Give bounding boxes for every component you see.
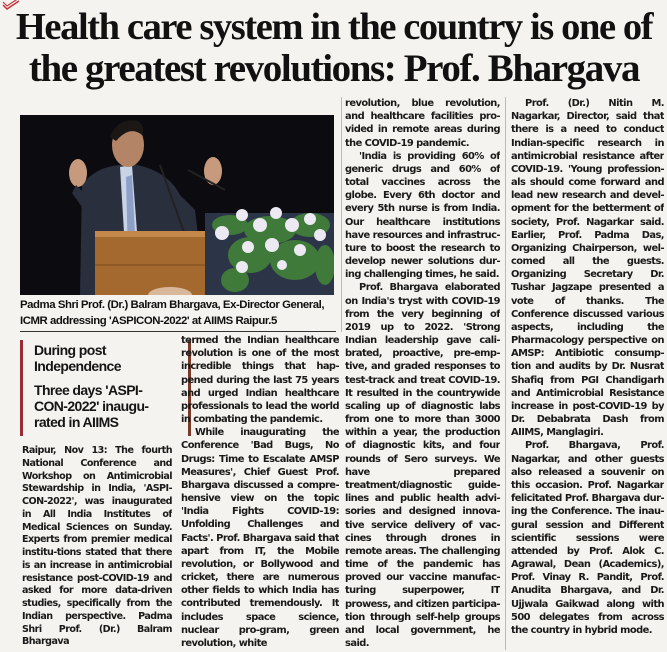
paragraph: Raipur, Nov 13: The fourth National Conference and Workshop on Antimicrobial Stewardship in India, 'ASPI-CON-2022', was inaugurated in All India Institutes of Medical Sciences on Sunday. Experts from premier medical institu-tions stated that there is an increase in antimicrobial resistance post-COVID-19 and asked for more data-driven studies, specifically from the Indian perspective. Padma Shri Prof. (Dr.) Balram Bhargava	[22, 445, 172, 648]
article-column-4	[511, 97, 664, 650]
column-divider	[505, 97, 506, 650]
speaker-photo-illustration	[20, 115, 334, 295]
caption-line-2: ICMR addressing 'ASPICON-2022' at AIIMS Raipur.5	[20, 315, 277, 327]
column-divider	[341, 97, 342, 332]
sidebar-kicker: During post Independence	[34, 342, 121, 374]
podium	[95, 231, 205, 295]
headline	[14, 6, 654, 90]
headline-line-1: Health care system in the country is one of	[15, 6, 653, 48]
headline-line-2: the greatest revolutions: Prof. Bhargava	[28, 47, 640, 90]
paragraph: termed the Indian healthcare revolution is one of the most incredible things that hap-pened during the last 75 years and urged Indian healthcare professionals to lead the world in combating the pandemic.	[181, 335, 339, 426]
sidebar-title: Three days 'ASPI-CON-2022' inaugu-rated in AIIMS	[34, 382, 149, 430]
paragraph: Prof. Bhargava elaborated on India's tryst with COVID-19 from the very beginning of 2019 up to 2022. 'Strong Indian leadership gave cali-brated, proactive, pre-emp-tive, and graded responses to test-track and treat COVID-19. It resulted in the countrywide scaling up of diagnostic labs from one to more than 3000 within a year, the production of diagnostic kits, and four rounds of Sero surveys. We have prepared treatment/diagnostic guide-lines and public health advi-sories and designed innova-tive service delivery of vac-cines through drones in remote areas. The challenging time of the pandemic has proved our vaccine manufac-turing superpower, IT prowess, and citizen participa-tion through self-help groups and local government, he said.	[345, 282, 500, 650]
caption-line-1: Padma Shri Prof. (Dr.) Balram Bhargava, Ex-Director General,	[20, 299, 325, 311]
article-column-2	[181, 334, 339, 650]
paragraph: 'India is providing 60% of generic drugs and 60% of total vaccines across the globe. Every 6th doctor and every 5th nurse is from India. Our healthcare institutions have resources and infrastruc-ture to boost the research to develop newer solutions dur-ing challenging times, he said.	[345, 150, 500, 281]
sidebar-box	[20, 338, 172, 438]
article-column-3	[345, 97, 500, 650]
paragraph: Prof. (Dr.) Nitin M. Nagarkar, Director, said that there is a need to conduct Indian-specific research in antimicrobial resistance after COVID-19. 'Young profession-als should come forward and lead new research and devel-opment for the betterment of society, Prof. Nagarkar said. Earlier, Prof. Padma Das, Organizing Chairperson, wel-comed all the guests. Organizing Secretary Dr. Tushar Jagzape presented a vote of thanks. The Conference discussed various aspects, including the Pharmacology perspective on AMSP: Antibiotic consump-tion and audits by Dr. Nusrat Shafiq from PGI Chandigarh and Antimicrobial Resistance increase in post-COVID-19 by Dr. Debabrata Dash from AIIMS, Manglagiri.	[511, 98, 664, 439]
paragraph: revolution, blue revolution, and healthcare facilities pro-vided in remote areas during the COVID-19 pandemic.	[345, 98, 500, 149]
paragraph: Prof. Bhargava, Prof. Nagarkar, and other guests also released a souvenir on this occasion. Prof. Nagarkar felicitated Prof. Bhargava dur-ing the Conference. The inau-gural session and Different scientific sessions were attended by Prof. Alok C. Agrawal, Dean (Academics), Prof. Vinay R. Pandit, Prof. Anudita Bhargava, and Dr. Ujjwala Gaikwad along with 500 delegates from across the country in hybrid mode.	[511, 440, 664, 636]
sidebar-accent-bar	[20, 340, 23, 436]
news-photo	[20, 115, 334, 295]
photo-caption	[20, 297, 336, 332]
paragraph: While inaugurating the Conference 'Bad Bugs, No Drugs: Time to Escalate AMSP Measures', Chief Guest Prof. Bhargava discussed a compre-hensive view on the topic 'India Fights COVID-19: Unfolding Challenges and Facts'. Prof. Bhargava said that apart from IT, the Mobile revolution, or Bollywood and cricket, there are numerous other fields to which India has contributed tremendously. It includes space science, nuclear pro-gram, green revolution, white	[181, 427, 339, 649]
article-column-1	[22, 445, 172, 650]
